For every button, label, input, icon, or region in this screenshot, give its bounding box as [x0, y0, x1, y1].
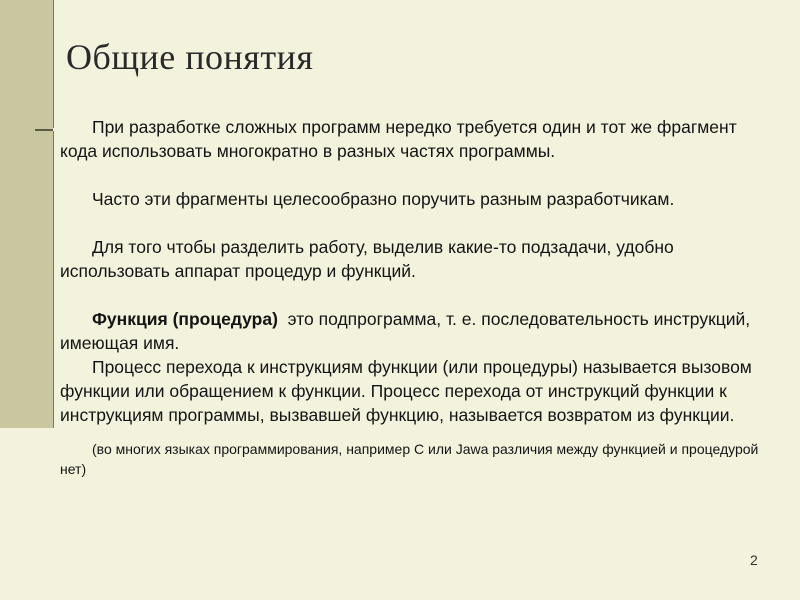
slide-sidebar-band [0, 0, 53, 428]
paragraph-call-return [60, 355, 760, 427]
slide-body [60, 115, 760, 479]
paragraph-text: это подпрограмма, т. е. последовательность инструкций, имеющая имя. [60, 309, 751, 353]
page-number: 2 [750, 552, 758, 568]
note-text: (во многих языках программирования, например C или Jawa различия между функцией и процедурой нет) [60, 441, 759, 477]
paragraph-text: Часто эти фрагменты целесообразно поручить разным разработчикам. [92, 189, 675, 209]
sidebar-edge-upper [53, 0, 54, 128]
note-languages [60, 439, 760, 479]
sidebar-edge-lower [53, 131, 54, 428]
title-rule [35, 129, 53, 131]
function-term: Функция (процедура) [92, 309, 278, 329]
slide-title: Общие понятия [66, 37, 314, 77]
paragraph-subtasks [60, 235, 760, 283]
paragraph-developers [60, 187, 760, 211]
paragraph-text: Для того чтобы разделить работу, выделив какие-то подзадачи, удобно использовать аппарат процедур и функций. [60, 237, 674, 281]
paragraph-text: Процесс перехода к инструкциям функции (или процедуры) называется вызовом функции или обращением к функции. Процесс перехода от инструкций функции к инструкциям программы, вызвавшей функцию, называется возвратом из функции. [60, 357, 752, 425]
paragraph-text: При разработке сложных программ нередко требуется один и тот же фрагмент кода использовать многократно в разных частях программы. [60, 117, 737, 161]
paragraph-function-definition [60, 307, 760, 355]
paragraph-complex-programs [60, 115, 760, 163]
